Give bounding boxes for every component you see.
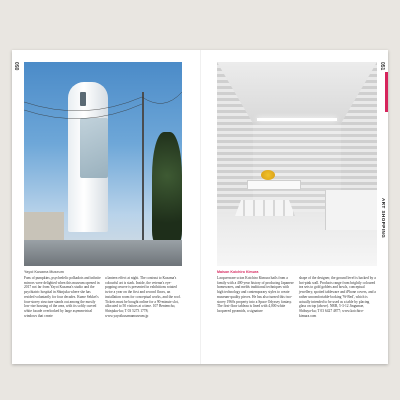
body-column-4: shape of the designer, the ground level is backed by a hot-pink wall. Products range from brightly coloured tea sets to gold goblets and bowls, conceptual jewellery, spotted tableware and iPhone covers, and a rather uncomfortable-looking 'W-Bed', which is actually intended to be used as a table by placing glass on top (above). NRB, 5-3-12 Jingumae, Shibuya-ku; T 03 6427 4877; www.koichiro-kimura.com xyxy=(299,276,376,318)
accent-bar xyxy=(385,72,388,112)
ceiling-light xyxy=(257,118,337,121)
body-column-3: Lacquerware scion Koichiro Kimura hails from a family with a 400-year history of producing Japanese homewares, and melds traditional techniques with high technology and contemporary styles to create museum-quality pieces. He has also turned this two-storey 1960s property into a Space Odyssey fantasy. The first-floor tableau is lined with 4,000 white lacquered pyramids, a signature xyxy=(217,276,294,313)
street xyxy=(24,240,182,266)
caption-right: Maison Koichiro Kimura xyxy=(217,270,259,274)
running-head: ART SHOPPING xyxy=(381,198,386,239)
display-table xyxy=(247,180,301,190)
power-lines xyxy=(24,62,182,266)
page-number-left: 050 xyxy=(15,62,21,71)
body-column-2: a lantern effect at night. The contrast to Kusama's colourful art is stark. Inside, the veteran's eye-popping oeuvre is presented in exhibitions rotated twice a year on the first and second floors, an installation room for conceptual works, and the roof. Tickets must be bought online for a 90-minute slot, allocated to 50 visitors at a time. 107 Bentencho, Shinjuku-ku; T 03 5273 1778; www.yayoikusamamuseum.jp xyxy=(105,276,181,318)
counter xyxy=(325,190,377,230)
page-number-right: 051 xyxy=(379,62,385,71)
yellow-object xyxy=(261,170,275,180)
museum-photo xyxy=(24,62,182,266)
shop-interior-photo xyxy=(217,62,377,266)
magazine-spread xyxy=(12,50,388,364)
caption-left: Yayoi Kusama Museum xyxy=(24,270,64,274)
page-gutter xyxy=(200,50,201,364)
body-column-1: Fans of pumpkins, psychedelic polkadots and infinite mirrors were delighted when this museum opened in 2017 not far from Yayoi Kusama's studio and the psychiatric hospital in Shinjuku where she has resided voluntarily for four decades. Kume Sekkei's four-storey structure stands out among the mostly low-rise housing of the area, with its softly curved white facade overlooked by large asymmetrical windows that create xyxy=(24,276,101,318)
pyramid-stools xyxy=(235,200,295,216)
